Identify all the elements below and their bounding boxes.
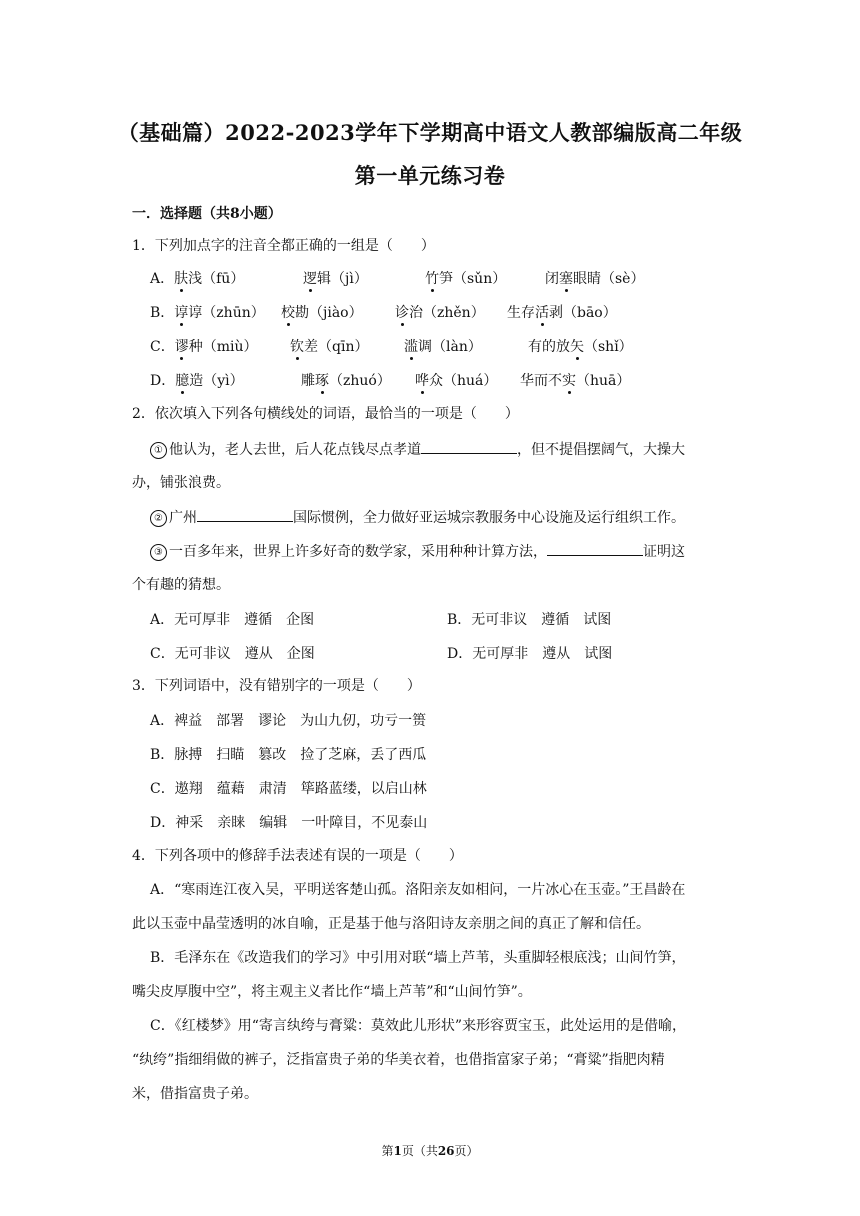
question-2-option-a[interactable]: A．无可厚非 遵循 企图 — [150, 612, 315, 628]
page-number: 1 — [393, 1144, 402, 1158]
question-2-option-b[interactable]: B．无可非议 遵循 试图 — [447, 612, 612, 628]
question-4-option-c[interactable]: C．《红楼梦》用“寄言纨绔与膏粱：莫效此儿形状”来形容贾宝玉，此处运用的是借喻， — [150, 1018, 687, 1034]
question-4-option-a-cont: 此以玉壶中晶莹透明的冰自喻，正是基于他与洛阳诗友亲朋之间的真正了解和信任。 — [132, 916, 650, 932]
question-3-option-d[interactable]: D．神采 亲睐 编辑 一叶障目，不见泰山 — [150, 815, 428, 831]
answer-blank-2[interactable] — [197, 507, 293, 522]
question-3-stem: 3．下列词语中，没有错别字的一项是（ ） — [132, 678, 421, 694]
question-3-option-a[interactable]: A．裨益 部署 谬论 为山九仞，功亏一篑 — [150, 713, 427, 729]
answer-blank-3[interactable] — [547, 541, 643, 556]
question-4-option-b[interactable]: B．毛泽东在《改造我们的学习》中引用对联“墙上芦苇，头重脚轻根底浅；山间竹笋， — [150, 950, 686, 966]
exam-title-line1: （基础篇）2022-2023学年下学期高中语文人教部编版高二年级 — [117, 120, 743, 145]
question-4-option-a[interactable]: A．“寒雨连江夜入吴，平明送客楚山孤。洛阳亲友如相问，一片冰心在玉壶。”王昌龄在 — [150, 882, 686, 898]
question-4-stem: 4．下列各项中的修辞手法表述有误的一项是（ ） — [132, 848, 463, 864]
question-2-sentence-1: ① 他认为，老人去世，后人花点钱尽点孝道 ，但不提倡摆阔气，大操大 — [150, 439, 685, 460]
question-1-option-c[interactable]: C．谬种（miù） 钦差（qīn） 滥调（làn） 有的放矢（shǐ） — [150, 339, 633, 355]
question-1-option-d[interactable]: D．臆造（yì） 雕琢（zhuó） 哗众（huá） 华而不实（huā） — [150, 373, 631, 389]
question-2-sentence-2: ② 广州 国际惯例，全力做好亚运城宗教服务中心设施及运行组织工作。 — [150, 507, 685, 528]
question-4-option-c-cont2: 米，借指富贵子弟。 — [132, 1086, 258, 1102]
question-2-option-c[interactable]: C．无可非议 遵从 企图 — [150, 646, 315, 662]
section-heading: 一．选择题（共8小题） — [132, 206, 282, 222]
total-pages: 26 — [437, 1144, 455, 1158]
question-2-sentence-3-cont: 个有趣的猜想。 — [132, 577, 230, 593]
exam-title-line2: 第一单元练习卷 — [354, 163, 506, 188]
page-footer: 第1页（共26页） — [381, 1144, 479, 1158]
question-3-option-b[interactable]: B．脉搏 扫瞄 篡改 捡了芝麻，丢了西瓜 — [150, 747, 427, 763]
question-1-option-b[interactable]: B．谆谆（zhūn） 校勘（jiào） 诊治（zhěn） 生存活剥（bāo） — [150, 305, 617, 321]
question-2-sentence-3: ③ 一百多年来，世界上许多好奇的数学家，采用种种计算方法， 证明这 — [150, 541, 685, 562]
answer-blank-1[interactable] — [421, 439, 517, 454]
question-2-sentence-1-cont: 办，铺张浪费。 — [132, 475, 230, 491]
question-4-option-b-cont: 嘴尖皮厚腹中空”，将主观主义者比作“墙上芦苇”和“山间竹笋”。 — [132, 984, 532, 1000]
question-3-option-c[interactable]: C．遨翔 蕴藉 肃清 筚路蓝缕，以启山林 — [150, 781, 427, 797]
question-1-option-a[interactable]: A．肤浅（fū） 逻辑（jì） 竹笋（sǔn） 闭塞眼睛（sè） — [150, 271, 645, 287]
question-2-option-d[interactable]: D．无可厚非 遵从 试图 — [447, 646, 613, 662]
question-4-option-c-cont: “纨绔”指细绢做的裤子，泛指富贵子弟的华美衣着，也借指富家子弟；“膏粱”指肥肉精 — [132, 1052, 665, 1068]
question-1-stem: 1．下列加点字的注音全都正确的一组是（ ） — [132, 238, 435, 254]
question-2-stem: 2．依次填入下列各句横线处的词语，最恰当的一项是（ ） — [132, 406, 519, 422]
